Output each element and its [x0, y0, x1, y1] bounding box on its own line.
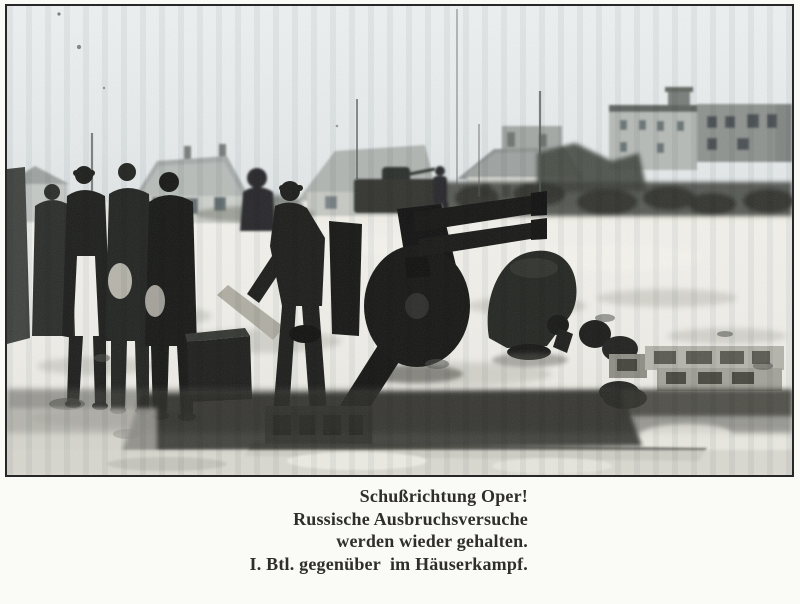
caption-line-1: Schußrichtung Oper!: [359, 486, 528, 506]
caption-line-4: I. Btl. gegenüber im Häuserkampf.: [249, 553, 528, 574]
photo-frame: [5, 4, 794, 477]
photo: [7, 6, 792, 475]
photo-caption: [98, 485, 528, 575]
caption-line-2: Russische Ausbruchsversuche: [293, 508, 528, 529]
caption-line-3: werden wieder gehalten.: [336, 531, 528, 551]
scan-grain-overlay: [7, 6, 792, 475]
